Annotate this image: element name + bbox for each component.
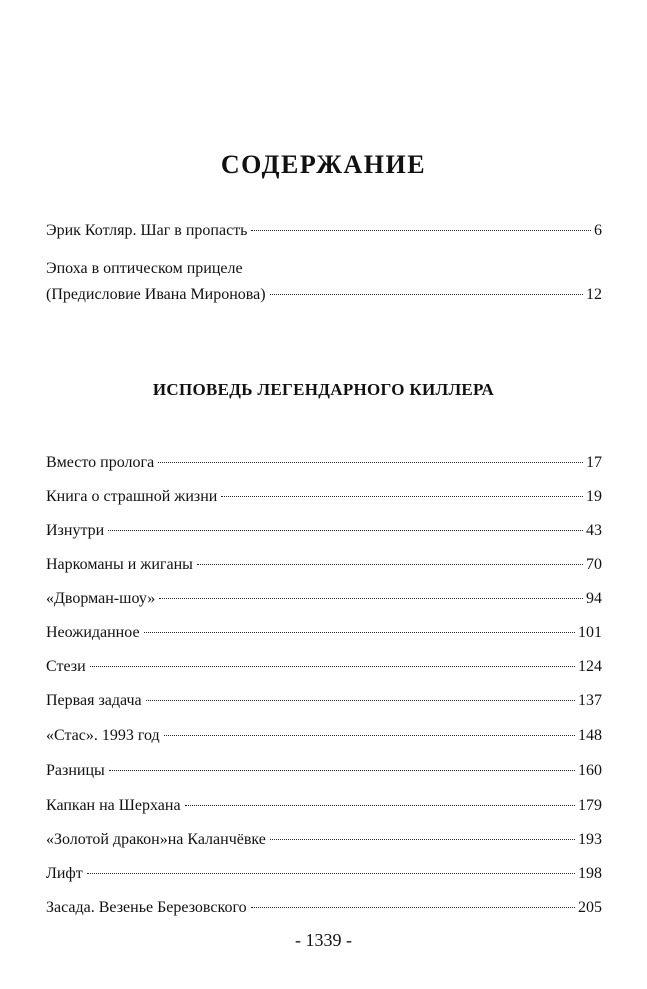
dot-leader: [90, 666, 575, 667]
toc-entry: [46, 897, 602, 919]
dot-leader: [158, 462, 583, 463]
toc-entry-page: 43: [586, 522, 602, 539]
toc-entry-page: 17: [586, 454, 602, 471]
toc-entry-page: 12: [586, 286, 602, 303]
toc-entry: [46, 622, 602, 644]
toc-entry: [46, 520, 602, 542]
toc-entry: [46, 829, 602, 851]
toc-entry-title: «Стас». 1993 год: [46, 727, 160, 744]
toc-entry: [46, 554, 602, 576]
toc-entry-page: 70: [586, 556, 602, 573]
toc-entry: [46, 486, 602, 508]
dot-leader: [221, 496, 583, 497]
dot-leader: [144, 632, 575, 633]
toc-entry-page: 6: [594, 222, 602, 239]
toc-entry: [46, 725, 602, 747]
section-title: ИСПОВЕДЬ ЛЕГЕНДАРНОГО КИЛЛЕРА: [152, 380, 495, 399]
toc-entry-page: 19: [586, 488, 602, 505]
page-title: СОДЕРЖАНИЕ: [220, 150, 427, 179]
toc-entry-page: 193: [578, 831, 602, 848]
toc-entry-foreword-kotlyar: [46, 220, 602, 242]
dot-leader: [109, 770, 575, 771]
toc-entry-title: Первая задача: [46, 692, 142, 709]
toc-entry-title: Стези: [46, 658, 86, 675]
toc-entry-page: 124: [578, 658, 602, 675]
toc-entry: [46, 452, 602, 474]
toc-entry: [46, 690, 602, 712]
toc-entry-page: 94: [586, 590, 602, 607]
dot-leader: [185, 805, 575, 806]
dot-leader: [108, 530, 583, 531]
dot-leader: [164, 735, 575, 736]
toc-entry-title: Наркоманы и жиганы: [46, 556, 193, 573]
toc-entry-title: Засада. Везенье Березовского: [46, 899, 247, 916]
dot-leader: [251, 907, 575, 908]
toc-entry-page: 198: [578, 865, 602, 882]
dot-leader: [146, 700, 575, 701]
toc-entry-title: Капкан на Шерхана: [46, 797, 181, 814]
toc-entry-title: Лифт: [46, 865, 83, 882]
toc-entry-page: 205: [578, 899, 602, 916]
dot-leader: [159, 598, 583, 599]
toc-entry-title: Книга о страшной жизни: [46, 488, 218, 505]
dot-leader: [251, 230, 591, 231]
toc-entry: [46, 795, 602, 817]
toc-entry: [46, 588, 602, 610]
toc-entry: [46, 863, 602, 885]
dot-leader: [197, 564, 583, 565]
toc-entry-title: Разницы: [46, 762, 105, 779]
page-number: - 1339 -: [295, 930, 352, 950]
toc-entry-foreword-mironov: [46, 258, 602, 306]
toc-entry-title: «Дворман-шоу»: [46, 590, 156, 607]
toc-entry-title: Изнутри: [46, 522, 105, 539]
toc-entry-title: «Золотой дракон»на Каланчёвке: [46, 831, 266, 848]
dot-leader: [270, 294, 583, 295]
toc-entry-title: (Предисловие Ивана Миронова): [46, 286, 266, 303]
toc-entry: [46, 760, 602, 782]
toc-entry-page: 160: [578, 762, 602, 779]
toc-entry-title: Вместо пролога: [46, 454, 155, 471]
toc-entry-page: 148: [578, 727, 602, 744]
dot-leader: [270, 839, 575, 840]
toc-entry-title: Неожиданное: [46, 624, 140, 641]
toc-entry-page: 179: [578, 797, 602, 814]
toc-entry-page: 101: [578, 624, 602, 641]
toc-entry-page: 137: [578, 692, 602, 709]
toc-entry-title-line1: Эпоха в оптическом прицеле: [46, 260, 243, 277]
toc-entry-title: Эрик Котляр. Шаг в пропасть: [46, 222, 248, 239]
dot-leader: [87, 873, 575, 874]
toc-entry: [46, 656, 602, 678]
